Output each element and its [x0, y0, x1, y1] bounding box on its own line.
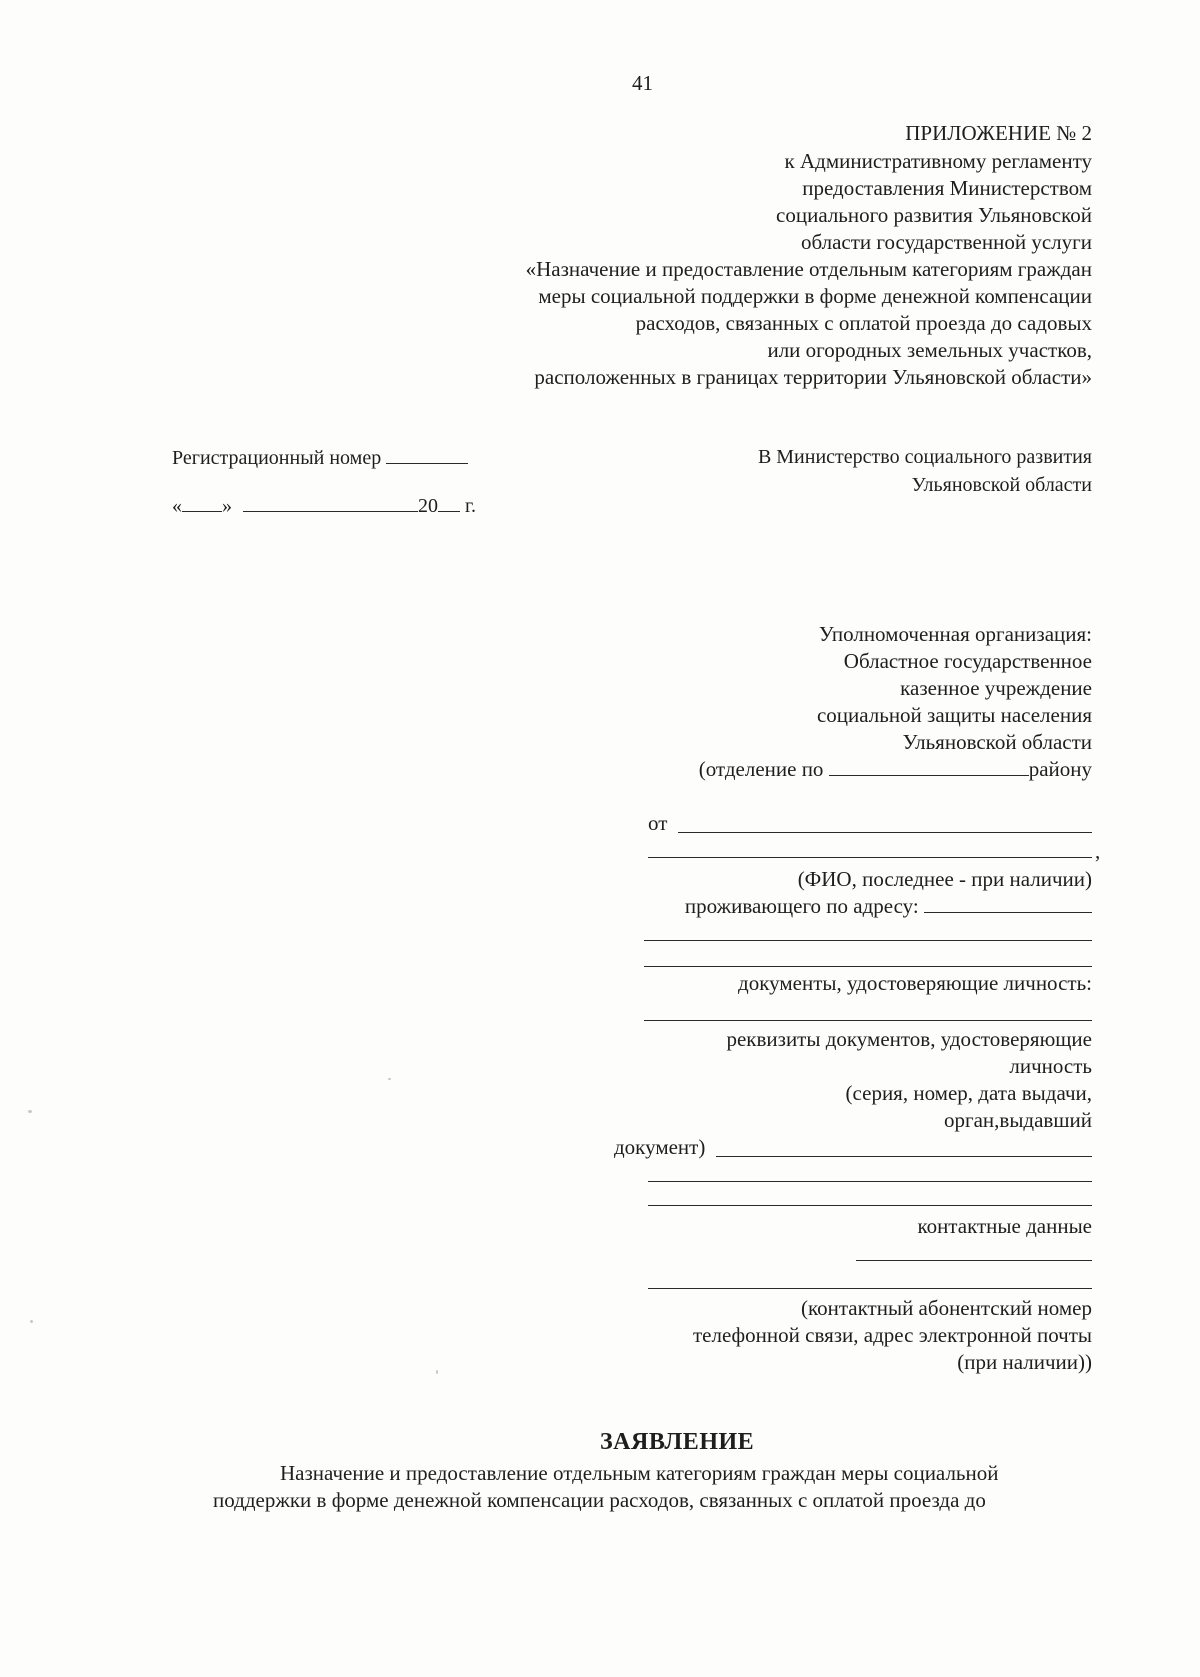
appendix-line: меры социальной поддержки в форме денежной компенсации — [538, 284, 1092, 308]
appendix-line: или огородных земельных участков, — [767, 338, 1092, 362]
date-year-suffix: г. — [465, 495, 476, 517]
scan-speck — [388, 1078, 391, 1080]
contacts-hint-line: (контактный абонентский номер — [801, 1296, 1092, 1320]
doc-details-line: орган,выдавший — [943, 1108, 1092, 1132]
date-year-prefix: 20 — [418, 495, 438, 517]
address-field — [685, 893, 1092, 919]
date-close-quote: » — [222, 495, 232, 517]
appendix-line: области государственной услуги — [800, 230, 1092, 254]
doc-details-line: (серия, номер, дата выдачи, — [845, 1081, 1092, 1105]
date-month-blank — [243, 493, 418, 512]
contacts-hint-line: (при наличии)) — [957, 1350, 1092, 1374]
fio-blank-line — [678, 832, 1092, 833]
date-day-blank — [182, 493, 222, 512]
contacts-blank-line — [648, 1288, 1092, 1289]
organization-line: социальной защиты населения — [816, 703, 1092, 727]
doc-details-blank-line — [648, 1205, 1092, 1206]
statement-title: ЗАЯВЛЕНИЕ — [600, 1429, 755, 1455]
fio-blank-line — [648, 857, 1092, 858]
address-blank — [924, 894, 1092, 913]
registration-number-field — [172, 445, 468, 471]
registration-number-blank — [386, 445, 468, 464]
appendix-line: «Назначение и предоставление отдельным категориям граждан — [525, 257, 1092, 281]
address-blank-line — [644, 966, 1092, 967]
appendix-line: к Административному регламенту — [784, 149, 1092, 173]
statement-line: поддержки в форме денежной компенсации расходов, связанных с оплатой проезда до — [213, 1488, 986, 1512]
registration-number-label: Регистрационный номер — [172, 447, 382, 469]
appendix-title: ПРИЛОЖЕНИЕ № 2 — [905, 121, 1092, 145]
organization-branch — [699, 756, 1092, 782]
organization-line: казенное учреждение — [900, 676, 1092, 700]
addressee-line: Ульяновской области — [911, 474, 1092, 496]
scan-speck — [30, 1320, 33, 1323]
doc-details-line: реквизиты документов, удостоверяющие — [726, 1027, 1092, 1051]
registration-date-field — [172, 493, 476, 519]
doc-details-end: документ) — [614, 1135, 706, 1159]
branch-suffix: району — [1028, 757, 1092, 781]
contacts-label: контактные данные — [917, 1214, 1092, 1238]
statement-line: Назначение и предоставление отдельным категориям граждан меры социальной — [280, 1461, 999, 1485]
addressee-line: В Министерство социального развития — [757, 446, 1092, 468]
scan-speck — [436, 1370, 438, 1374]
page-number: 41 — [632, 71, 653, 95]
date-open-quote: « — [172, 495, 182, 517]
fio-comma: , — [1095, 839, 1101, 863]
address-blank-line — [644, 940, 1092, 941]
appendix-line: расположенных в границах территории Ульяновской области» — [534, 365, 1092, 389]
doc-details-blank-line — [648, 1181, 1092, 1182]
scan-speck — [28, 1110, 32, 1113]
address-label: проживающего по адресу: — [684, 894, 919, 918]
fio-hint: (ФИО, последнее - при наличии) — [797, 867, 1092, 891]
identity-docs-label: документы, удостоверяющие личность: — [738, 971, 1092, 995]
branch-district-blank — [829, 757, 1029, 776]
appendix-line: социального развития Ульяновской — [776, 203, 1092, 227]
identity-docs-blank-line — [644, 1020, 1092, 1021]
branch-prefix: (отделение по — [698, 757, 824, 781]
organization-line: Областное государственное — [843, 649, 1092, 673]
contacts-blank-line — [856, 1260, 1092, 1261]
appendix-line: предоставления Министерством — [802, 176, 1092, 200]
doc-details-blank-line — [716, 1156, 1092, 1157]
organization-line: Ульяновской области — [902, 730, 1092, 754]
contacts-hint-line: телефонной связи, адрес электронной почты — [693, 1323, 1092, 1347]
from-label: от — [648, 811, 668, 835]
appendix-line: расходов, связанных с оплатой проезда до садовых — [635, 311, 1092, 335]
organization-line: Уполномоченная организация: — [818, 622, 1092, 646]
date-year-blank — [438, 493, 460, 512]
doc-details-line: личность — [1009, 1054, 1092, 1078]
